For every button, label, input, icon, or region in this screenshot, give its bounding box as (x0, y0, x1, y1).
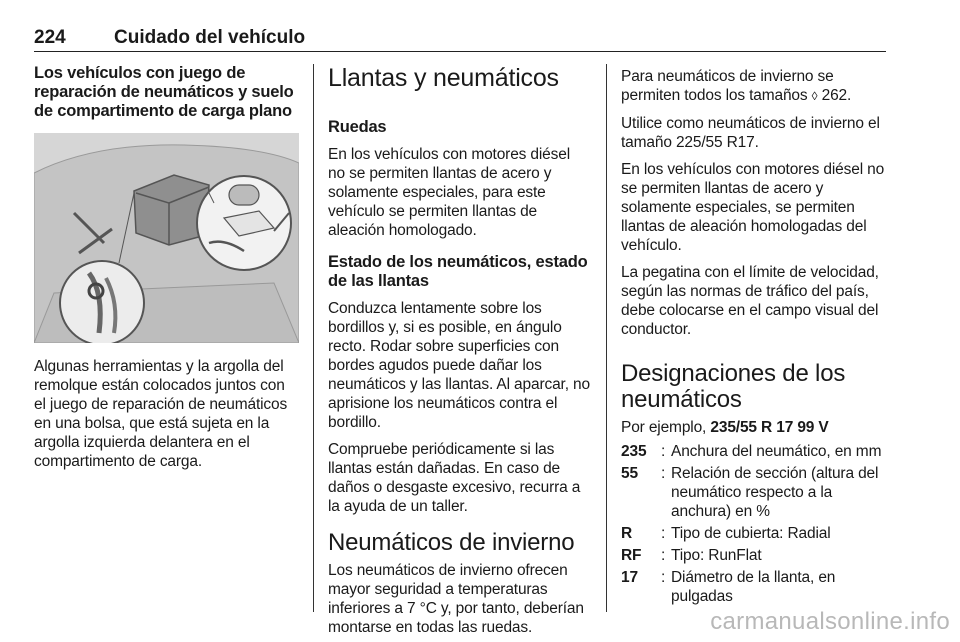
designation-row (621, 524, 886, 543)
section-heading-repair-kit: Los vehículos con juego de reparación de neumáticos y suelo de compartimento de carga plano (34, 64, 294, 120)
trunk-illustration-svg (34, 133, 299, 343)
designation-list (621, 442, 886, 606)
page-number: 224 (34, 27, 66, 48)
page-header (34, 24, 886, 52)
paragraph-sticker: La pegatina con el límite de velocidad, según las normas de tráfico del país, debe colocarse en el campo visual del conductor. (621, 264, 879, 338)
designation-colon: : (661, 525, 666, 542)
page-reference-arrow-icon: ◊ (811, 89, 818, 103)
trunk-illustration (34, 133, 299, 343)
column-right (621, 64, 886, 606)
figure-caption: Algunas herramientas y la argolla del remolque están colocados juntos con el juego de reparación de neumáticos en una bolsa, que está sujeta en la argolla izquierda delantera en el compartimento de carga. (34, 358, 288, 470)
designation-colon: : (661, 547, 666, 564)
column-left (34, 64, 299, 471)
paragraph-diesel: En los vehículos con motores diésel no se permiten llantas de acero y solamente especiales, se permiten llantas de aleación homologadas del vehículo. (621, 161, 885, 254)
paragraph-ruedas: En los vehículos con motores diésel no se permiten llantas de acero y solamente especiales, para este vehículo se permiten llantas de aleación homologado. (328, 146, 571, 239)
example-label: Por ejemplo, (621, 419, 711, 436)
column-middle (328, 64, 590, 637)
section-heading-ruedas: Ruedas (328, 118, 387, 136)
designation-desc: Anchura del neumático, en mm (671, 443, 882, 460)
paragraph-tamanos (621, 67, 886, 106)
paragraph-size: Utilice como neumáticos de invierno el tamaño 225/55 R17. (621, 115, 880, 151)
designation-term: RF (621, 547, 642, 564)
designation-row (621, 546, 886, 565)
paragraph-invierno: Los neumáticos de invierno ofrecen mayor seguridad a temperaturas inferiores a 7 °C y, por tanto, deberían montarse en todas las ruedas. (328, 562, 584, 636)
designation-colon: : (661, 443, 666, 460)
paragraph-estado-2: Compruebe periódicamente si las llantas están dañadas. En caso de daños o desgaste excesivo, recurra a la ayuda de un taller. (328, 441, 581, 515)
designation-row (621, 464, 886, 521)
designation-row (621, 568, 886, 606)
designation-desc: Relación de sección (altura del neumático respecto a la anchura) en % (671, 465, 879, 520)
chapter-title: Llantas y neumáticos (328, 64, 559, 92)
paragraph-tamanos-text: Para neumáticos de invierno se permiten todos los tamaños (621, 68, 834, 104)
section-heading-designaciones: Designaciones de los neumáticos (621, 360, 846, 413)
watermark: carmanualsonline.info (710, 608, 950, 635)
paragraph-estado-1: Conduzca lentamente sobre los bordillos y, si es posible, en ángulo recto. Rodar sobre superficies con bordes agudos puede dañar los neumáticos y las llantas. Al aparcar, no aprisione los neumáticos contra el bordillo. (328, 300, 590, 431)
example-line (621, 418, 886, 437)
column-divider-2 (606, 64, 607, 612)
running-title: Cuidado del vehículo (114, 27, 306, 48)
designation-desc: Tipo de cubierta: Radial (671, 525, 831, 542)
designation-colon: : (661, 465, 666, 482)
designation-desc: Tipo: RunFlat (671, 547, 762, 564)
designation-row (621, 442, 886, 461)
designation-term: 55 (621, 465, 638, 482)
designation-term: R (621, 525, 633, 542)
page-reference[interactable]: 262. (817, 87, 852, 104)
designation-term: 235 (621, 443, 647, 460)
column-divider-1 (313, 64, 314, 612)
example-value: 235/55 R 17 99 V (710, 419, 829, 436)
section-heading-estado: Estado de los neumáticos, estado de las llantas (328, 253, 588, 290)
designation-term: 17 (621, 569, 638, 586)
designation-desc: Diámetro de la llanta, en pulgadas (671, 569, 836, 605)
designation-colon: : (661, 569, 666, 586)
section-heading-invierno: Neumáticos de invierno (328, 529, 575, 556)
